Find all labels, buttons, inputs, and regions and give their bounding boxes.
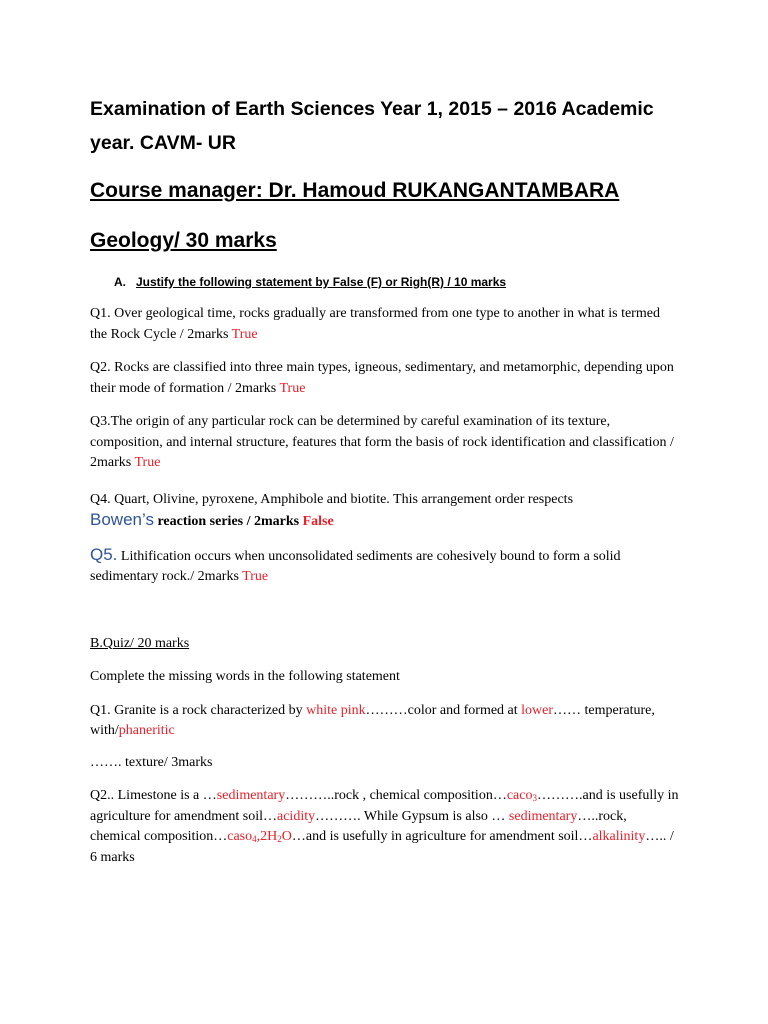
question-text: ….. / 6 marks xyxy=(90,829,674,865)
question-answer: True xyxy=(279,380,306,396)
section-b-heading: B.Quiz/ 20 marks xyxy=(90,635,190,651)
question-text: The origin of any particular rock can be determined by careful examination of its texture, composition, and internal structure, features that form the basis of rock identification and classification / 2marks xyxy=(90,414,674,470)
formula-part: O xyxy=(281,829,292,844)
question-answer: False xyxy=(302,514,334,529)
question-text: . Limestone is a … xyxy=(110,788,217,803)
question-a4 xyxy=(90,490,680,533)
course-manager: Course manager: Dr. Hamoud RUKANGANTAMBARA xyxy=(90,179,620,202)
blank-answer: white pink xyxy=(306,702,366,718)
question-a3 xyxy=(90,412,680,474)
question-text: …..rock, chemical composition… xyxy=(90,808,627,844)
question-label: Q3. xyxy=(90,414,111,429)
question-label: Q1. xyxy=(90,306,111,321)
question-text: ………color and formed at xyxy=(365,702,522,718)
blank-answer: sedimentary xyxy=(508,808,578,824)
question-b1 xyxy=(90,701,680,742)
formula-part: ,2H xyxy=(256,829,278,844)
formula-part: caso xyxy=(227,829,253,844)
formula-subscript: 3 xyxy=(532,793,537,803)
section-a-heading xyxy=(114,274,680,290)
question-text: ………. While Gypsum is also … xyxy=(315,808,509,824)
blank-answer: acidity xyxy=(277,808,316,824)
blank-answer: alkalinity xyxy=(592,829,646,844)
question-text: …… temperature, with/ xyxy=(90,702,655,738)
subject-heading: Geology/ 30 marks xyxy=(90,229,277,252)
question-text: ………..rock , chemical composition… xyxy=(285,788,507,803)
question-label: Q2. xyxy=(90,360,111,375)
question-text: …and is usefully in agriculture for amendment soil… xyxy=(291,829,593,844)
exam-title: Examination of Earth Sciences Year 1, 2015 – 2016 Academic year. CAVM- UR xyxy=(90,98,654,154)
question-text-after: reaction series / 2marks xyxy=(157,514,300,529)
question-label: Q1. xyxy=(90,702,111,718)
blank-answer: phaneritic xyxy=(118,723,175,738)
formula-subscript: 2 xyxy=(277,834,282,844)
question-text: ……….and is usefully in agriculture for amendment soil… xyxy=(90,788,679,824)
question-a5 xyxy=(90,545,680,588)
question-label: Q2. xyxy=(90,788,111,803)
blank-answer xyxy=(227,829,292,844)
question-text: Over geological time, rocks gradually are transformed from one type to another in what is termed the Rock Cycle / 2marks xyxy=(90,306,660,342)
question-text: Lithification occurs when unconsolidated sediments are cohesively bound to form a solid sedimentary rock./ 2marks xyxy=(90,548,621,584)
blank-answer: sedimentary xyxy=(216,788,286,803)
question-answer: True xyxy=(134,455,161,470)
formula-subscript: 4 xyxy=(252,834,257,844)
blank-answer xyxy=(507,788,537,803)
question-b2 xyxy=(90,786,680,868)
question-label: Q5. xyxy=(90,544,118,564)
formula-part: caco xyxy=(506,788,533,803)
question-answer: True xyxy=(242,569,269,584)
question-highlight: Bowen’s xyxy=(90,510,154,529)
blank-answer: lower xyxy=(521,702,554,718)
exam-document xyxy=(90,92,680,868)
section-b-instruction: Complete the missing words in the following statement xyxy=(90,669,400,684)
question-text: Rocks are classified into three main types, igneous, sedimentary, and metamorphic, depending upon their mode of formation / 2marks xyxy=(90,360,674,396)
section-a-letter: A. xyxy=(114,275,126,289)
question-answer: True xyxy=(231,326,258,342)
question-a1 xyxy=(90,304,680,345)
question-a2 xyxy=(90,358,680,399)
question-text: Granite is a rock characterized by xyxy=(110,702,307,718)
question-label: Q4. xyxy=(90,491,111,507)
section-a-title: Justify the following statement by False (F) or Righ(R) / 10 marks xyxy=(136,275,507,289)
question-b1-tail: ……. texture/ 3marks xyxy=(90,754,213,770)
question-text: Quart, Olivine, pyroxene, Amphibole and biotite. This arrangement order respects xyxy=(114,491,574,507)
